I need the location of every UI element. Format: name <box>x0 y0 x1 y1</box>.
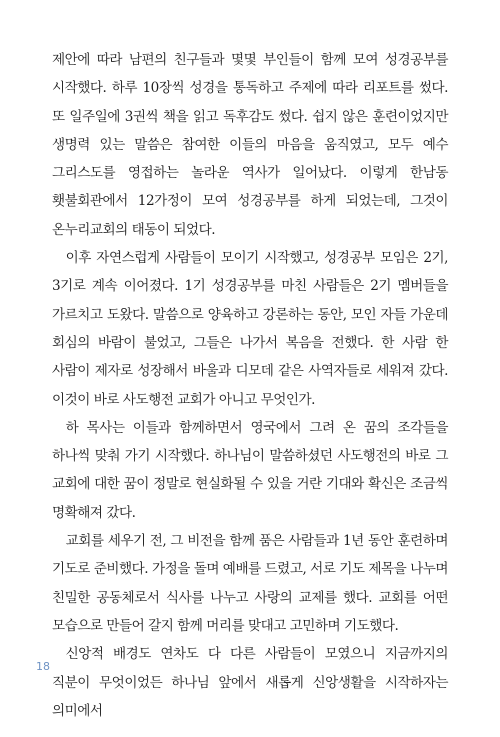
paragraph-1: 제안에 따라 남편의 친구들과 몇몇 부인들이 함께 모여 성경공부를 시작했다. 하루 10장씩 성경을 통독하고 주제에 따라 리포트를 썼다. 또 일주일에 3권씩 책을 읽고 독후감도 썼다. 쉽지 않은 훈련이었지만 생명력 있는 말씀은 참여한 이들의 마음을 움직였고, 모두 예수 그리스도를 영접하는 놀라운 역사가 일어났다. 이렇게 한남동 횃불회관에서 12가정이 모여 성경공부를 하게 되었는데, 그것이 온누리교회의 태동이 되었다. <box>52 52 448 238</box>
page-number: 18 <box>36 660 50 673</box>
paragraph-5: 신앙적 배경도 연차도 다 다른 사람들이 모였으니 지금까지의 직분이 무엇이었든 하나님 앞에서 새롭게 신앙생활을 시작하자는 의미에서 <box>52 646 448 719</box>
paragraph-3: 하 목사는 이들과 함께하면서 영국에서 그려 온 꿈의 조각들을 하나씩 맞춰 가기 시작했다. 하나님이 말씀하셨던 사도행전의 바로 그 교회에 대한 꿈이 정말로 현실화될 수 있을 거란 기대와 확신은 조금씩 명확해져 갔다. <box>52 419 448 521</box>
body-text <box>52 46 448 725</box>
paragraph-4: 교회를 세우기 전, 그 비전을 함께 품은 사람들과 1년 동안 훈련하며 기도로 준비했다. 가정을 돌며 예배를 드렸고, 서로 기도 제목을 나누며 친밀한 공동체로서 식사를 나누고 사랑의 교제를 했다. 교회를 어떤 모습으로 만들어 갈지 함께 머리를 맞대고 고민하며 기도했다. <box>52 533 448 634</box>
paragraph-2: 이후 자연스럽게 사람들이 모이기 시작했고, 성경공부 모임은 2기, 3기로 계속 이어졌다. 1기 성경공부를 마친 사람들은 2기 멤버들을 가르치고 도왔다. 말씀으로 양육하고 강론하는 동안, 모인 자들 가운데 회심의 바람이 불었고, 그들은 나가서 복음을 전했다. 한 사람 한 사람이 제자로 성장해서 바울과 디모데 같은 사역자들로 세워져 갔다. 이것이 바로 사도행전 교회가 아니고 무엇인가. <box>52 250 448 408</box>
